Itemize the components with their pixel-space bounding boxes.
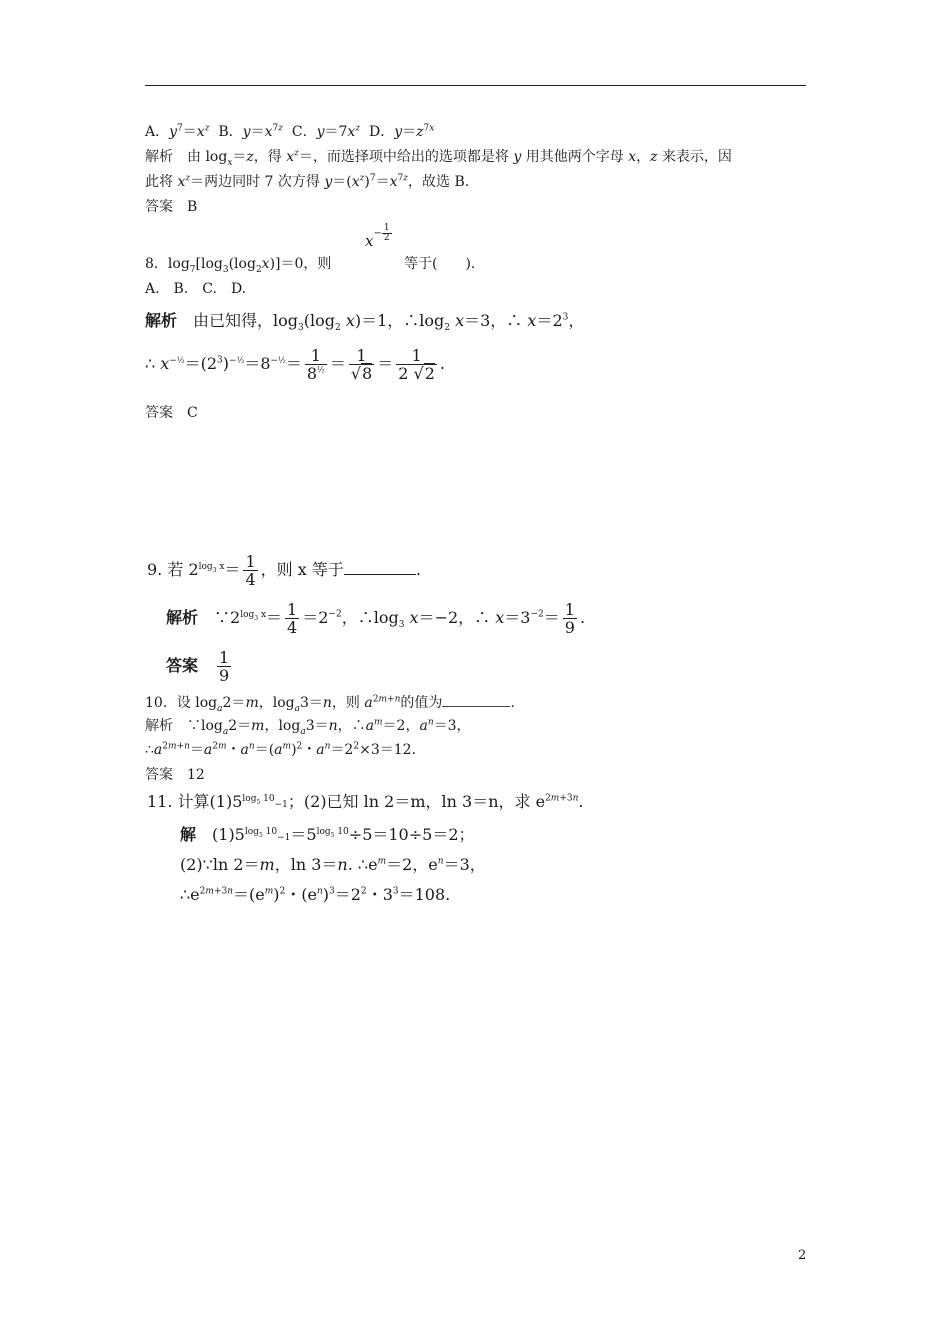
q10-answer-blank[interactable] <box>442 693 510 707</box>
q8-answer-value: C <box>187 405 198 421</box>
q10-stem: 10．设 $\log_a2=m$，$\log_a3=n$，则 $a^{2m+n}$的值为 . <box>145 694 515 714</box>
q8-options: A. B. C. D. <box>145 281 247 297</box>
q10-solution-line1: 解析 $\because\log_a2=m$，$\log_a3=n$，$\therefore a^m=2$，$a^n=3$， <box>145 717 471 737</box>
q11-solution-line2: (2)∵ln 2＝m，ln 3＝n. $\therefore e^m=2$，$e^n=3$， <box>180 855 486 874</box>
page-number: 2 <box>798 1248 807 1263</box>
q10-solution-label: 解析 <box>145 718 173 734</box>
q11-stem-prefix: 11. 计算(1) <box>147 792 233 811</box>
q11-solution-label: 解 <box>180 825 197 844</box>
header-rule <box>145 85 806 86</box>
q7-solution-line1: 解析 由 $\log_x=z$，得 $x^z=$，而选择项中给出的选项都是将 y 用其他两个字母 x，z 来表示，因 <box>145 148 732 168</box>
q8-answer <box>145 404 198 422</box>
q7-options: A．$y^7=x^z$ B．$y=x^{7z}$ C．$y=7x^z$ D．$y=z^{7x}$ <box>145 123 435 140</box>
q11-stem: 11. 计算$(1)5^{log_5 10}-1$；(2)已知 ln 2＝m，ln 3＝n，求 $e^{2m+3n}$. <box>147 792 584 811</box>
q8-solution-label: 解析 <box>145 311 178 330</box>
q11-solution-line1: 解 $(1)5^{log_5 10}-1=5^{log_5 10}\div 5=10\div 5=2$； <box>180 825 475 844</box>
q8-solution-line2: ∴ $x^{-\frac{1}{2}}=(2^3)^{-\frac{1}{2}}=8^{-\frac{1}{2}}=$ $\frac{1}{8^{\frac{1}{2}}}$ ＝ $\frac{1}{√8}$ ＝ $\frac{1}{2 √2}$ . <box>145 346 445 383</box>
q9-stem: 9. 若 $2^{log_3 x}=$ $\frac{1}{4}$ ，则 x 等于 . <box>147 552 421 589</box>
q9-answer: 答案 $\frac{1}{9}$ <box>166 648 230 685</box>
q7-answer <box>145 198 197 216</box>
q7-solution-label: 解析 <box>145 149 173 165</box>
q9-answer-blank[interactable] <box>344 560 416 575</box>
q9-stem-prefix: 9. 若 <box>147 560 184 579</box>
q9-answer-label: 答案 <box>166 656 199 675</box>
q8-stem-tail: 等于( )． <box>404 256 485 272</box>
q10-answer-value: 12 <box>187 767 205 783</box>
q9-stem-suffix: ，则 x 等于 <box>260 560 344 579</box>
q7-answer-label: 答案 <box>145 199 173 215</box>
q11-stem-mid: ；(2)已知 ln 2＝m，ln 3＝n，求 <box>287 792 531 811</box>
q8-solution-line1: 解析 由已知得，$\log_3(\log_2$ x)＝1，$\therefore\log_2$ x＝3，∴ $x=2^3$， <box>145 311 585 334</box>
q11-solution-line3: $\therefore e^{2m+3n}=(e^m)^2$・$(e^n)^3=2^2$・$3^3=108$. <box>180 885 451 904</box>
q10-answer <box>145 766 205 784</box>
q10-solution-line2: $\therefore a^{2m+n}=a^{2m}$・$a^n=(a^m)^2$・$a^n=2^2\times 3=12$. <box>145 741 416 758</box>
q8-answer-label: 答案 <box>145 405 173 421</box>
q9-solution: 解析 $\because 2^{log_3 x}=$ $\frac{1}{4}$ $=2^{-2}$，$\therefore\log_3$ x＝−2，∴ $x=3^{-2}=$ $\frac{1}{9}$ . <box>166 600 586 637</box>
q7-answer-value: B <box>187 199 198 215</box>
q7-solution-line2: 此将 $x^z=$两边同时 7 次方得 $y=(x^z)^7=x^{7z}$，故选 B. <box>145 173 470 190</box>
q10-answer-label: 答案 <box>145 767 173 783</box>
q8-x-power: $x^{- \frac{1}{2}}$ <box>365 223 390 250</box>
q8-stem: 8．$\log_7[\log_3(\log_2x)]=0$，则 <box>145 256 332 275</box>
q9-solution-label: 解析 <box>166 608 199 627</box>
